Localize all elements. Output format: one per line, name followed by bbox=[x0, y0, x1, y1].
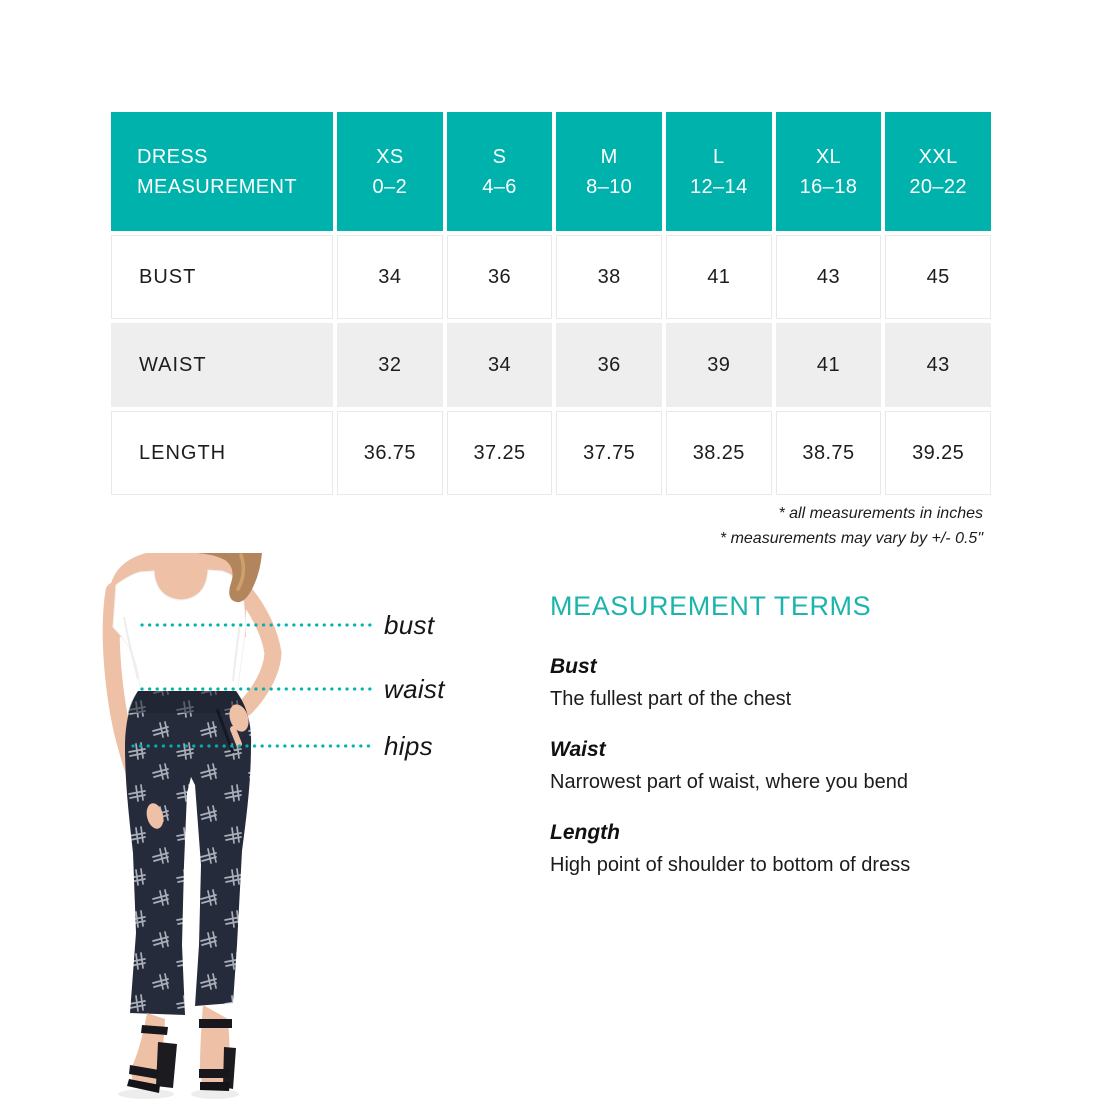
measurement-terms-section bbox=[550, 591, 1030, 904]
size-name: M bbox=[600, 145, 618, 168]
measurement-cell: 39 bbox=[666, 323, 772, 407]
footnote-tolerance: * measurements may vary by +/- 0.5" bbox=[719, 530, 983, 547]
table-row-length bbox=[111, 411, 991, 495]
size-name: XS bbox=[376, 145, 404, 168]
measurement-cell: 37.25 bbox=[447, 411, 553, 495]
measurement-cell: 34 bbox=[447, 323, 553, 407]
waist-line-label: waist bbox=[384, 674, 445, 704]
measurement-cell: 38.25 bbox=[666, 411, 772, 495]
size-name: XL bbox=[815, 145, 842, 168]
size-range: 16–18 bbox=[799, 175, 858, 198]
size-chart-table bbox=[107, 108, 995, 499]
measurement-cell: 45 bbox=[885, 235, 991, 319]
size-range: 0–2 bbox=[372, 175, 408, 198]
size-range: 20–22 bbox=[909, 175, 967, 198]
size-header-l bbox=[666, 112, 772, 231]
term-definition: Narrowest part of waist, where you bend bbox=[550, 771, 908, 793]
row-label-waist: WAIST bbox=[111, 323, 333, 407]
term-item-length bbox=[550, 821, 1030, 877]
term-definition: The fullest part of the chest bbox=[550, 688, 792, 710]
waist-dotted-line bbox=[140, 687, 374, 691]
size-range: 12–14 bbox=[689, 175, 748, 198]
term-definition: High point of shoulder to bottom of dress bbox=[550, 854, 911, 876]
footnote-units: * all measurements in inches bbox=[778, 505, 983, 522]
size-header-xl bbox=[776, 112, 882, 231]
term-name: Waist bbox=[550, 738, 606, 761]
table-row-waist bbox=[111, 323, 991, 407]
row-label-length: LENGTH bbox=[111, 411, 333, 495]
measurement-cell: 32 bbox=[337, 323, 443, 407]
term-name: Bust bbox=[550, 655, 597, 678]
size-header-xs bbox=[337, 112, 443, 231]
hips-dotted-line bbox=[131, 744, 374, 748]
measurement-cell: 43 bbox=[885, 323, 991, 407]
measurement-cell: 38.75 bbox=[776, 411, 882, 495]
bust-line-label: bust bbox=[384, 610, 435, 640]
term-name: Length bbox=[550, 821, 620, 844]
term-item-bust bbox=[550, 655, 1030, 711]
size-header-m bbox=[556, 112, 662, 231]
size-range: 8–10 bbox=[586, 175, 633, 198]
size-name: L bbox=[713, 145, 725, 168]
measurement-cell: 38 bbox=[556, 235, 662, 319]
table-row-bust bbox=[111, 235, 991, 319]
size-header-xxl bbox=[885, 112, 991, 231]
measurement-cell: 37.75 bbox=[556, 411, 662, 495]
size-chart-header-row bbox=[111, 112, 991, 231]
bust-dotted-line bbox=[140, 623, 374, 627]
size-range: 4–6 bbox=[482, 175, 517, 198]
footnotes bbox=[720, 501, 983, 551]
term-item-waist bbox=[550, 738, 1030, 794]
measurement-cell: 36 bbox=[556, 323, 662, 407]
size-name: XXL bbox=[918, 145, 958, 168]
measurement-cell: 34 bbox=[337, 235, 443, 319]
size-name: S bbox=[492, 145, 507, 168]
row-label-bust: BUST bbox=[111, 235, 333, 319]
measurement-cell: 41 bbox=[776, 323, 882, 407]
measurement-cell: 43 bbox=[776, 235, 882, 319]
size-header-s bbox=[447, 112, 553, 231]
measurement-cell: 41 bbox=[666, 235, 772, 319]
model-photo bbox=[100, 553, 480, 1100]
measurement-cell: 39.25 bbox=[885, 411, 991, 495]
hips-line-label: hips bbox=[384, 731, 433, 761]
corner-header: DRESS MEASUREMENT bbox=[111, 112, 333, 231]
measurement-cell: 36.75 bbox=[337, 411, 443, 495]
measurement-cell: 36 bbox=[447, 235, 553, 319]
terms-heading: MEASUREMENT TERMS bbox=[550, 591, 872, 621]
